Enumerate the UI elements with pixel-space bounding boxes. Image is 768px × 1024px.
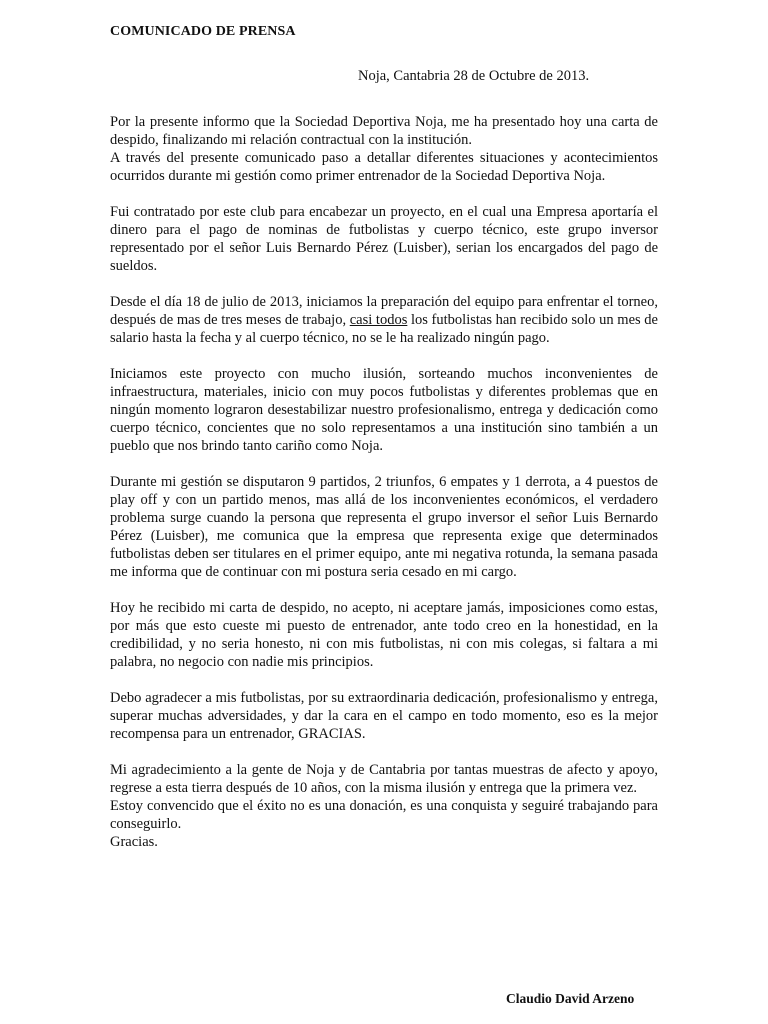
paragraph-3 (110, 293, 658, 347)
paragraph-3-start: Desde el día 18 de julio de 2013, iniciamos la preparación del equipo para enfrentar el torneo, después de mas de tres meses de trabajo, (110, 294, 658, 328)
paragraph-3-end: los futbolistas han recibido solo un mes de salario hasta la fecha y al cuerpo técnico, no se le ha realizado ningún pago. (110, 312, 658, 346)
underlined-phrase: casi todos (349, 312, 408, 328)
paragraph-5: Durante mi gestión se disputaron 9 partidos, 2 triunfos, 6 empates y 1 derrota, a 4 puestos de play off y con un partido menos, mas allá de los inconvenientes económicos, el verdadero problema surge cuando la persona que representa el grupo inversor el señor Luis Bernardo Pérez (Luisber), me comunica que la empresa que representa exige que determinados futbolistas deben ser titulares en el primer equipo, ante mi negativa rotunda, la semana pasada me informa que de continuar con mi postura seria cesado en mi cargo. (110, 474, 658, 580)
dateline: Noja, Cantabria 28 de Octubre de 2013. (358, 68, 590, 84)
paragraph-4: Iniciamos este proyecto con mucho ilusión, sorteando muchos inconvenientes de infraestructura, materiales, inicio con muy pocos futbolistas y diferentes problemas que en ningún momento lograron desestabilizar nuestro profesionalismo, entrega y dedicación como cuerpo técnico, concientes que no solo representamos a una institución sino también a un pueblo que nos brindo tanto cariño como Noja. (110, 366, 658, 454)
signature: Claudio David Arzeno (506, 991, 635, 1006)
paragraph-8c: Gracias. (110, 834, 158, 850)
paragraph-8b: Estoy convencido que el éxito no es una donación, es una conquista y seguiré trabajando para conseguirlo. (110, 798, 658, 832)
paragraph-6: Hoy he recibido mi carta de despido, no acepto, ni aceptare jamás, imposiciones como estas, por más que esto cueste mi puesto de entrenador, ante todo creo en la honestidad, en la credibilidad, y no seria honesto, ni con mis futbolistas, ni con mis colegas, si faltara a mi palabra, no negocio con nadie mis principios. (110, 600, 658, 670)
paragraph-1b: A través del presente comunicado paso a detallar diferentes situaciones y acontecimientos ocurridos durante mi gestión como primer entrenador de la Sociedad Deportiva Noja. (110, 150, 658, 184)
paragraph-2: Fui contratado por este club para encabezar un proyecto, en el cual una Empresa aportaría el dinero para el pago de nominas de futbolistas y cuerpo técnico, este grupo inversor representado por el señor Luis Bernardo Pérez (Luisber), serian los encargados del pago de sueldos. (110, 204, 658, 274)
document-title: COMUNICADO DE PRENSA (110, 24, 296, 39)
paragraph-7: Debo agradecer a mis futbolistas, por su extraordinaria dedicación, profesionalismo y entrega, superar muchas adversidades, y dar la cara en el campo en todo momento, eso es la mejor recompensa para un entrenador, GRACIAS. (110, 690, 658, 742)
document-body (110, 113, 658, 851)
paragraph-1a: Por la presente informo que la Sociedad Deportiva Noja, me ha presentado hoy una carta de despido, finalizando mi relación contractual con la institución. (110, 114, 658, 148)
paragraph-8a: Mi agradecimiento a la gente de Noja y de Cantabria por tantas muestras de afecto y apoyo, regrese a esta tierra después de 10 años, con la misma ilusión y entrega que la primera vez. (110, 762, 658, 796)
